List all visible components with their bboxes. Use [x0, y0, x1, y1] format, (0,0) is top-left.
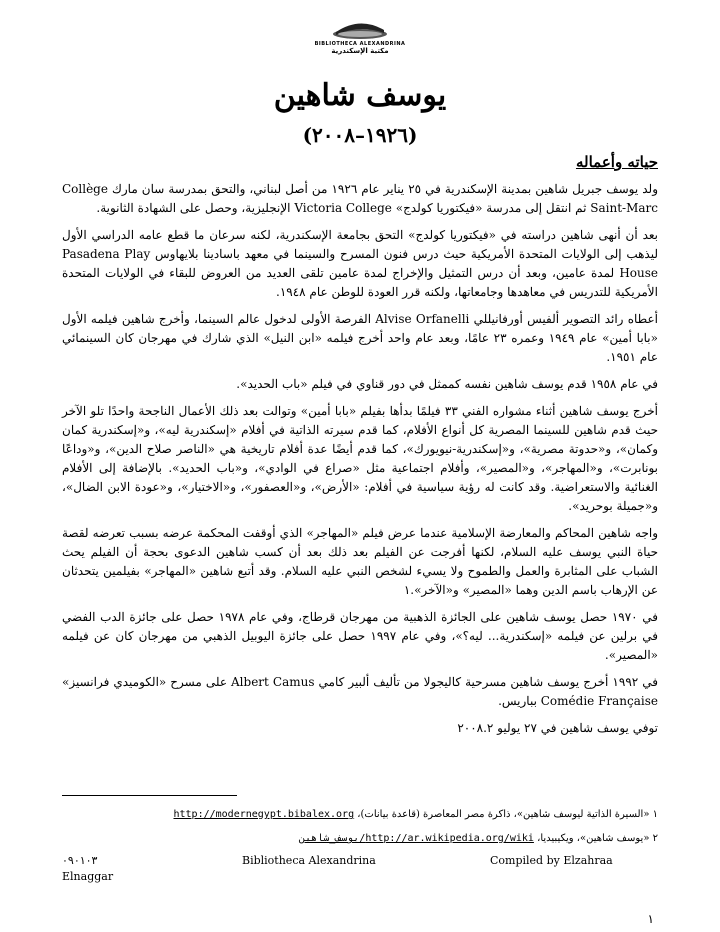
- paragraph-first-film: أعطاه رائد التصوير ألفيس أورفانيللي Alvise Orfanelli الفرصة الأولى لدخول عالم السينما، وأخرج شاهين فيلمه الأول «بابا أمين» عام ١٩٤٩ وعمره ٢٣ عامًا، وبعد عام واحد أخرج فيلمه «ابن النيل» الذي شارك في مهرجان كان السينمائي عام ١٩٥١.: [62, 312, 658, 364]
- logo-text-ar: مكتبة الإسكندرية: [331, 47, 389, 55]
- paragraph-awards: في ١٩٧٠ حصل يوسف شاهين على الجائزة الذهبية من مهرجان قرطاج، وفي عام ١٩٧٨ حصل على جائزة الدب الفضي في برلين عن فيلمه «إسكندرية... ليه؟»، وفي عام ١٩٩٧ حصل على جائزة اليوبيل الذهبي من مهرجان كان عن فيلمه «المصير».: [62, 610, 659, 662]
- biography-section: [62, 152, 658, 746]
- life-years: (١٩٢٦–٢٠٠٨): [302, 123, 418, 147]
- paragraph-theatre: في ١٩٩٢ أخرج يوسف شاهين مسرحية كاليجولا من تأليف ألبير كامي Albert Camus على مسرح «الكوميدي فرانسيز» Comédie Française بباريس.: [62, 675, 658, 708]
- footnote-1-link[interactable]: http://modernegypt.bibalex.org: [173, 809, 355, 820]
- footnote-1-text: ١ «السيرة الذاتية ليوسف شاهين»، ذاكرة مصر المعاصرة (قاعدة بيانات)،: [357, 809, 658, 820]
- paragraph-filmography: أخرج يوسف شاهين أثناء مشواره الفني ٣٣ فيلمًا بدأها بفيلم «بابا أمين» وتوالت بعد ذلك الأعمال الناجحة واحدًا تلو الآخر حيث قدم شاهين للسينما المصرية كل أنواع الأفلام، كما قدم سيرته الذاتية في أفلام «إسكندرية ليه»، و«إسكندرية كمان وكمان»، و«حدوتة مصرية»، و«إسكندرية-نيويورك»، كما قدم أيضًا عدة أفلام تاريخية هي «الناصر صلاح الدين»، و«وداعًا بونابرت»، و«المهاجر»، و«المصير»، وأفلام اجتماعية مثل «صراع في الوادي»، و«باب الحديد». بالإضافة إلى الأفلام الغنائية والاستعراضية. وقد كانت له رؤية سياسية في أفلام: «الأرض»، و«العصفور»، و«الاختيار»، و«عودة الابن الضال»، و«جميلة بوحريد».: [62, 404, 659, 513]
- page-number: ١: [647, 912, 654, 926]
- footer-code: ٠٩٠١٠٣: [62, 854, 98, 867]
- footnote-2-link[interactable]: http://ar.wikipedia.org/wiki/يوسف_شاهين: [299, 833, 534, 844]
- paragraph-death: توفي يوسف شاهين في ٢٧ يوليو ٢٠٠٨.٢: [457, 721, 658, 735]
- library-logo: [300, 14, 420, 64]
- footnote-divider: [62, 795, 237, 796]
- library-logo-icon: [330, 14, 390, 40]
- paragraph-controversy: واجه شاهين المحاكم والمعارضة الإسلامية عندما عرض فيلم «المهاجر» الذي أوقفت المحكمة عرضه بسبب تعرضه لقصة حياة النبي يوسف عليه السلام، لكنها أفرجت عن الفيلم بعد ذلك بعد أن كسب شاهين الدعوى بحجة أن الفيلم يحث الشباب على المثابرة والعمل والطموح ولا يسيء لشخص النبي عليه السلام. وقد أتبع شاهين «المهاجر» بفيلمين يتحدثان عن الإرهاب باسم الدين وهما «المصير» و«الآخر».١: [62, 526, 659, 597]
- page-title: يوسف شاهين: [273, 78, 447, 113]
- paragraph-birth: ولد يوسف جبريل شاهين بمدينة الإسكندرية في ٢٥ يناير عام ١٩٢٦ من أصل لبناني، والتحق بمدرسة سان مارك Collège Saint-Marc ثم انتقل إلى مدرسة «فيكتوريا كولدج» Victoria College الإنجليزية، وحصل على الشهادة الثانوية.: [62, 182, 658, 215]
- paragraph-acting: في عام ١٩٥٨ قدم يوسف شاهين نفسه كممثل في دور قناوي في فيلم «باب الحديد».: [236, 377, 658, 391]
- footnote-2-text: ٢ «يوسف شاهين»، ويكيبيديا،: [537, 833, 658, 844]
- section-heading: حياته وأعماله: [575, 153, 658, 171]
- paragraph-education: بعد أن أنهى شاهين دراسته في «فيكتوريا كولدج» التحق بجامعة الإسكندرية، لكنه سرعان ما قطع عامه الدراسي الأول ليذهب إلى الولايات المتحدة الأمريكية حيث درس فنون المسرح والسينما في معهد باسادينا بلايهاوس Pasadena Play House لمدة عامين، وبعد أن درس التمثيل والإخراج لمدة عامين تلقى العديد من العروض للبقاء في الولايات المتحدة الأمريكية للتدريس في معاهدها وجامعاتها، ولكنه قرر العودة للوطن عام ١٩٤٨.: [62, 228, 659, 299]
- footer-compiler-surname: Elnaggar: [62, 870, 114, 883]
- footnote-1: [173, 808, 658, 822]
- logo-text-en: BIBLIOTHECA ALEXANDRINA: [314, 41, 406, 47]
- footer-compiled-by: Compiled by Elzahraa: [490, 854, 613, 867]
- footnote-2: [299, 832, 658, 846]
- footer-institution: Bibliotheca Alexandrina: [242, 854, 376, 867]
